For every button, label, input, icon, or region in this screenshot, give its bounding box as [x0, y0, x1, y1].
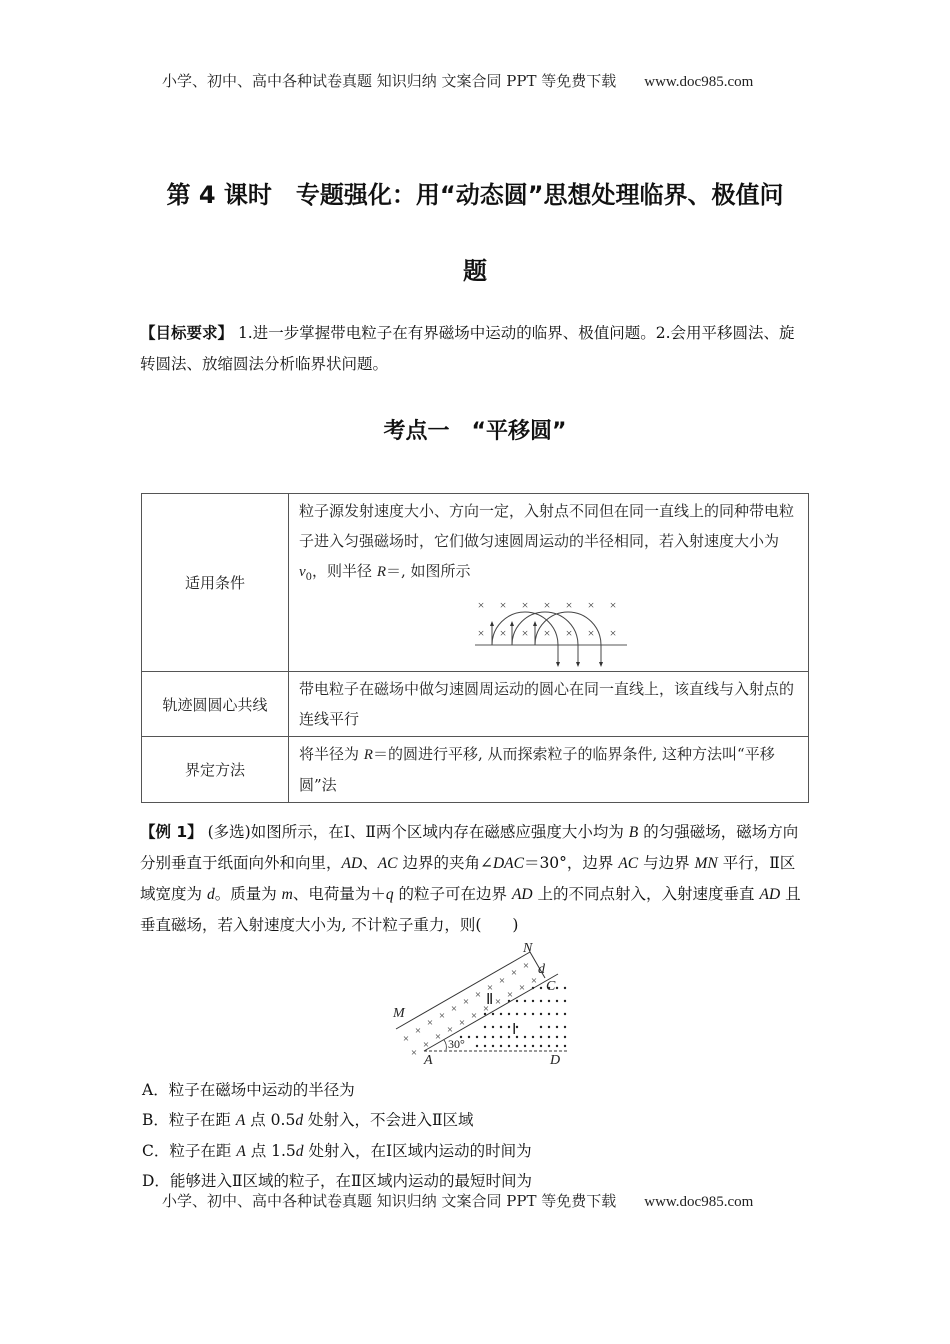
table-key: 适用条件 — [142, 494, 289, 672]
footer-url: www.doc985.com — [644, 1194, 754, 1210]
svg-text:×: × — [522, 960, 530, 972]
svg-text:×: × — [426, 1017, 434, 1029]
svg-text:×: × — [402, 1033, 410, 1045]
header-text: 小学、初中、高中各种试卷真题 知识归纳 文案合同 PPT 等免费下载 — [162, 72, 617, 90]
svg-text:×: × — [543, 598, 551, 612]
svg-text:×: × — [506, 989, 514, 1001]
svg-text:×: × — [518, 982, 526, 994]
svg-text:×: × — [446, 1024, 454, 1036]
svg-text:×: × — [477, 598, 485, 612]
svg-text:×: × — [521, 626, 529, 640]
option-b: B．粒子在距 A 点 0.5d 处射入，不会进入Ⅱ区域 — [142, 1111, 474, 1129]
example-1-question: 【例 1】 (多选)如图所示，在Ⅰ、Ⅱ两个区域内存在磁感应强度大小均为 B 的匀强磁场，磁场方向分别垂直于纸面向外和向里，AD、AC 边界的夹角∠DAC＝30°，边界 AC 与边界 MN 平行，Ⅱ区域宽度为 d。质量为 m、电荷量为＋q 的粒子可在边界 AD 上的不同点射入，入射速度垂直 AD 且垂直磁场，若入射速度大小为, 不计粒子重力，则( ) — [140, 823, 801, 934]
label-A: A — [424, 1053, 433, 1066]
svg-text:×: × — [510, 967, 518, 979]
table-row — [142, 494, 809, 672]
objective-paragraph — [140, 318, 810, 380]
svg-text:×: × — [482, 1003, 490, 1015]
svg-text:×: × — [477, 626, 485, 640]
svg-text:×: × — [434, 1031, 442, 1043]
label-C: C — [546, 979, 556, 994]
svg-text:×: × — [587, 598, 595, 612]
svg-text:×: × — [521, 598, 529, 612]
label-d: d — [538, 962, 545, 977]
label-N: N — [523, 941, 533, 956]
header-url: www.doc985.com — [644, 74, 754, 90]
svg-text:×: × — [498, 975, 506, 987]
option-a: A．粒子在磁场中运动的半径为 — [142, 1081, 355, 1099]
footer-text: 小学、初中、高中各种试卷真题 知识归纳 文案合同 PPT 等免费下载 — [162, 1192, 617, 1210]
table-value: 带电粒子在磁场中做匀速圆周运动的圆心在同一直线上，该直线与入射点的连线平行 — [289, 672, 809, 737]
svg-text:×: × — [474, 989, 482, 1001]
svg-text:×: × — [609, 598, 617, 612]
svg-text:×: × — [438, 1010, 446, 1022]
example-label: 【例 1】 — [140, 823, 203, 841]
option-c: C．粒子在距 A 点 1.5d 处射入，在Ⅰ区域内运动的时间为 — [142, 1142, 532, 1160]
table-value: 将半径为 R＝的圆进行平移, 从而探索粒子的临界条件, 这种方法叫“平移圆”法 — [289, 737, 809, 803]
svg-text:×: × — [499, 626, 507, 640]
label-D: D — [550, 1053, 561, 1066]
label-region-2: Ⅱ — [486, 992, 494, 1008]
section-heading: 考点一 “平移圆” — [383, 419, 567, 444]
page-header — [162, 70, 753, 91]
svg-text:×: × — [609, 626, 617, 640]
magnetic-regions-figure — [388, 938, 573, 1066]
translating-circles-figure — [475, 597, 635, 669]
svg-text:×: × — [565, 598, 573, 612]
translating-circles-diagram — [475, 597, 635, 669]
svg-text:×: × — [565, 626, 573, 640]
option-d: D．能够进入Ⅱ区域的粒子，在Ⅱ区域内运动的最短时间为 — [142, 1172, 533, 1190]
page-title-continued: 题 — [463, 257, 487, 285]
svg-text:×: × — [462, 996, 470, 1008]
svg-text:×: × — [458, 1017, 466, 1029]
page-footer — [162, 1190, 753, 1211]
method-table — [141, 493, 809, 803]
svg-text:×: × — [414, 1025, 422, 1037]
svg-text:×: × — [587, 626, 595, 640]
label-M: M — [393, 1006, 405, 1021]
table-row — [142, 672, 809, 737]
label-angle: 30° — [448, 1037, 465, 1051]
svg-text:×: × — [543, 626, 551, 640]
table-value — [289, 494, 809, 672]
table-key: 界定方法 — [142, 737, 289, 803]
table-key: 轨迹圆圆心共线 — [142, 672, 289, 737]
svg-text:×: × — [486, 982, 494, 994]
page-title: 第 4 课时 专题强化：用“动态圆”思想处理临界、极值问 — [166, 181, 784, 209]
svg-text:×: × — [499, 598, 507, 612]
objective-text: 1.进一步掌握带电粒子在有界磁场中运动的临界、极值问题。2.会用平移圆法、旋转圆法、放缩圆法分析临界状问题。 — [140, 324, 795, 373]
svg-text:×: × — [422, 1039, 430, 1051]
svg-text:×: × — [494, 996, 502, 1008]
label-region-1: Ⅰ — [512, 1022, 517, 1038]
magnetic-regions-diagram — [388, 938, 573, 1066]
svg-text:×: × — [530, 975, 538, 987]
svg-text:×: × — [470, 1010, 478, 1022]
svg-text:×: × — [410, 1047, 418, 1059]
table-row — [142, 737, 809, 803]
svg-text:×: × — [450, 1003, 458, 1015]
objective-label: 【目标要求】 — [140, 324, 234, 342]
condition-text: 粒子源发射速度大小、方向一定，入射点不同但在同一直线上的同种带电粒子进入匀强磁场时，它们做匀速圆周运动的半径相同，若入射速度大小为 $v_0$，则半径 R＝, 如图所示 — [299, 502, 795, 583]
